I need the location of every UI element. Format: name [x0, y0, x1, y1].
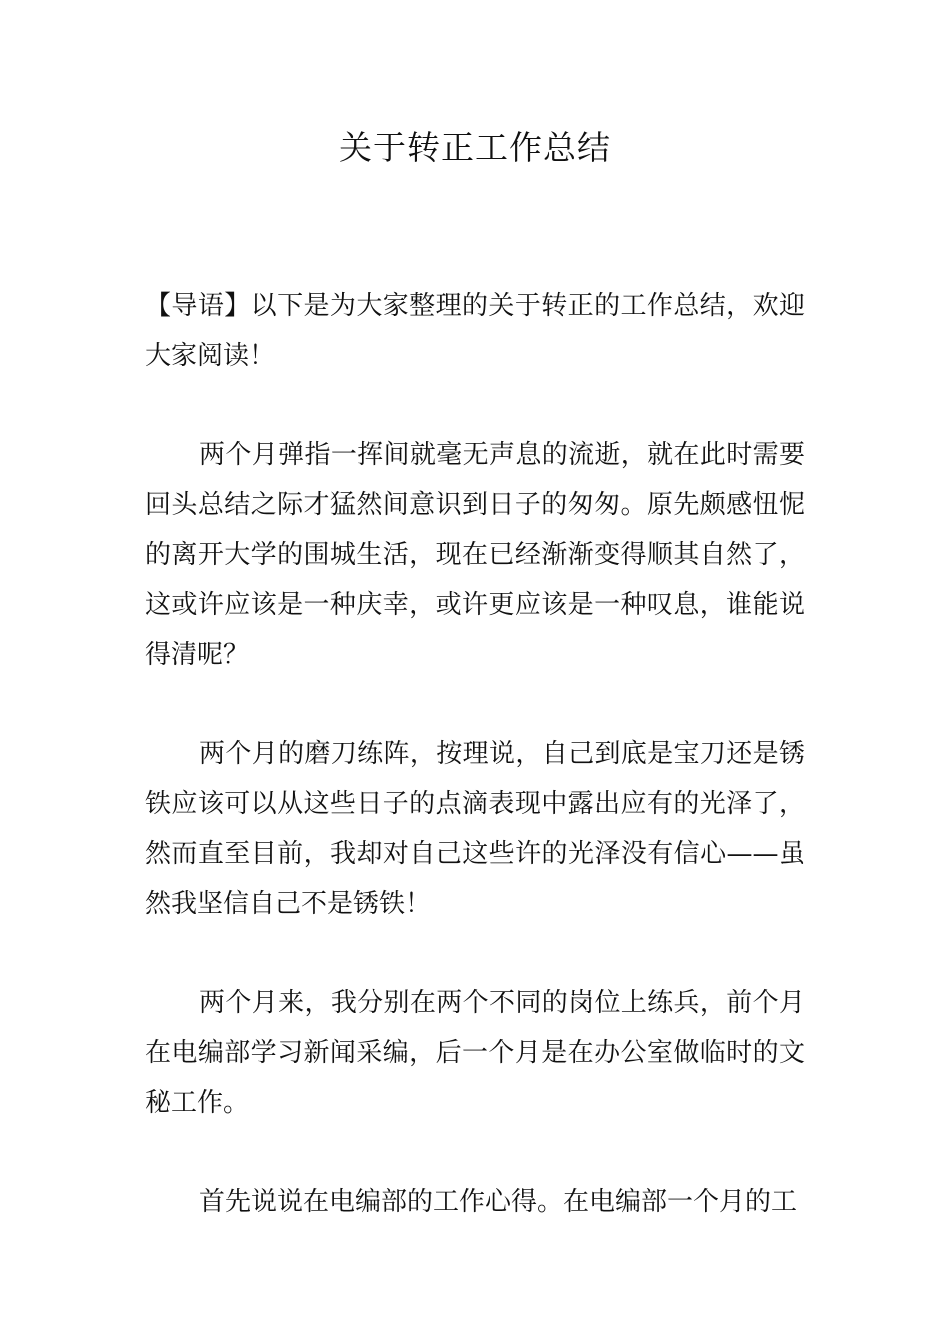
body-paragraph: 首先说说在电编部的工作心得。在电编部一个月的工	[199, 1187, 798, 1217]
body-paragraph: 两个月来，我分别在两个不同的岗位上练兵，前个月在电编部学习新闻采编，后一个月是在办公室做临时的文秘工作。	[145, 988, 805, 1118]
document-title: 关于转正工作总结	[339, 128, 611, 167]
document-body	[145, 281, 805, 1276]
body-paragraph: 两个月的磨刀练阵，按理说，自己到底是宝刀还是锈铁应该可以从这些日子的点滴表现中露出应有的光泽了，然而直至目前，我却对自己这些许的光泽没有信心——虽然我坚信自己不是锈铁！	[145, 739, 805, 919]
body-paragraph: 两个月弹指一挥间就毫无声息的流逝，就在此时需要回头总结之际才猛然间意识到日子的匆匆。原先颇感忸怩的离开大学的围城生活，现在已经渐渐变得顺其自然了，这或许应该是一种庆幸，或许更应该是一种叹息，谁能说得清呢？	[145, 440, 805, 670]
intro-paragraph: 【导语】以下是为大家整理的关于转正的工作总结，欢迎大家阅读！	[145, 291, 805, 371]
